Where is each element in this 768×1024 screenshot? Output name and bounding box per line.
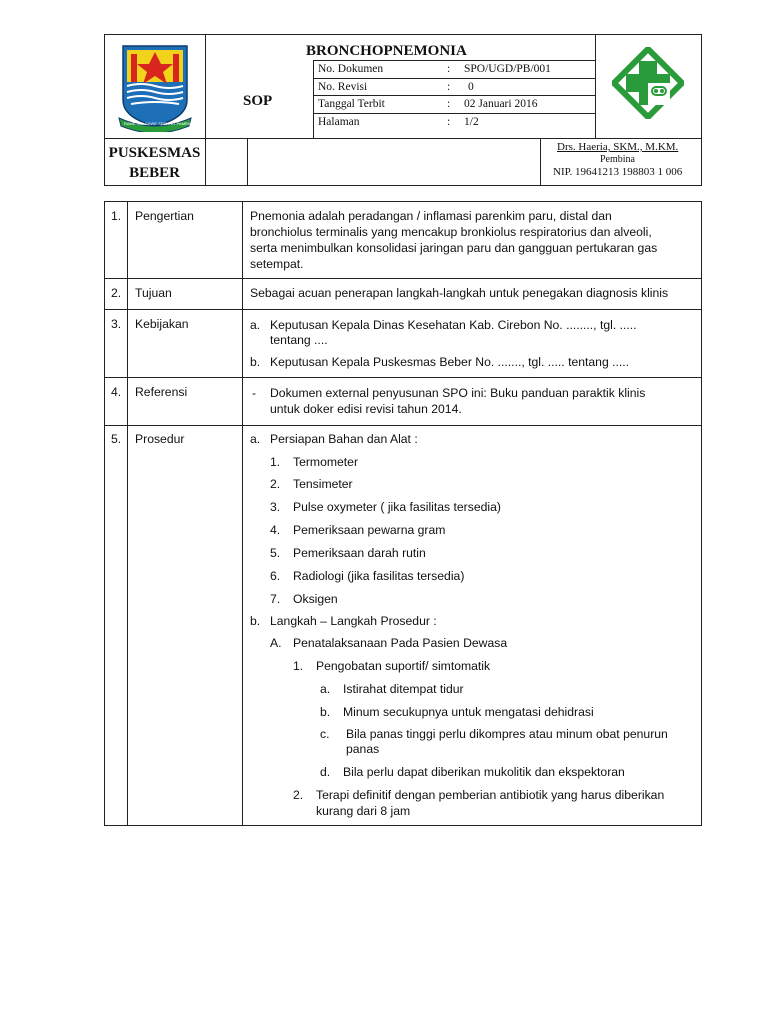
header-divider: [313, 113, 595, 114]
header-divider: [313, 78, 595, 79]
meta-separator: :: [447, 63, 451, 75]
meta-value-page: 1/2: [464, 116, 479, 128]
header-divider: [540, 138, 541, 186]
meta-separator: :: [447, 98, 451, 110]
emblem-banner-text: RAME ING GAWE SEPI ING PAMRIH: [124, 121, 192, 126]
equipment-item: Radiologi (jika fasilitas tersedia): [293, 569, 465, 583]
header-divider: [595, 34, 596, 138]
kebijakan-line: Keputusan Kepala Puskesmas Beber No. ......., tgl. ..... tentang .....: [270, 355, 630, 369]
table-divider: [104, 278, 702, 279]
org-name-line: PUSKESMAS: [108, 145, 201, 161]
list-marker: 4.: [270, 523, 281, 537]
meta-label-revision: No. Revisi: [318, 81, 368, 93]
health-center-logo-icon: [612, 47, 684, 119]
signer-role: Pembina: [600, 154, 635, 165]
header-divider: [313, 95, 595, 96]
header-divider: [205, 34, 206, 186]
org-name-line: BEBER: [129, 165, 180, 181]
list-marker: a.: [250, 318, 261, 332]
list-marker: b.: [320, 705, 331, 719]
list-marker: 1.: [293, 659, 304, 673]
sop-label: SOP: [243, 93, 273, 109]
meta-value-document-no: SPO/UGD/PB/001: [464, 63, 551, 75]
header-divider: [313, 60, 314, 138]
meta-value-revision: 0: [468, 81, 474, 93]
meta-label-page: Halaman: [318, 116, 360, 128]
prosedur-a-title: Persiapan Bahan dan Alat :: [270, 432, 418, 446]
signer-name: Drs. Haeria, SKM., M.KM.: [557, 141, 679, 153]
row-number: 1.: [111, 209, 122, 223]
equipment-item: Oksigen: [293, 592, 338, 606]
prosedur-substep: panas: [346, 742, 380, 756]
prosedur-step-line: kurang dari 8 jam: [316, 804, 411, 818]
prosedur-substep: Bila perlu dapat diberikan mukolitik dan ekspektoran: [343, 765, 625, 779]
meta-value-issue-date: 02 Januari 2016: [464, 98, 538, 110]
prosedur-substep: Bila panas tinggi perlu dikompres atau minum obat penurun: [346, 727, 668, 741]
row-number: 5.: [111, 432, 122, 446]
kebijakan-line: tentang ....: [270, 333, 328, 347]
list-marker: -: [252, 386, 257, 400]
prosedur-step-line: Terapi definitif dengan pemberian antibiotik yang harus diberikan: [316, 788, 665, 802]
header-divider: [313, 60, 595, 61]
list-marker: b.: [250, 614, 261, 628]
pengertian-line: bronchiolus terminalis yang mencakup bronkiolus respiratorius dan alveoli,: [250, 225, 652, 239]
header-divider: [247, 138, 248, 186]
pengertian-line: Pnemonia adalah peradangan / inflamasi parenkim paru, distal dan: [250, 209, 612, 223]
pengertian-line: serta menimbulkan konsolidasi jaringan paru dan gangguan pertukaran gas: [250, 241, 658, 255]
equipment-item: Pemeriksaan darah rutin: [293, 546, 426, 560]
row-label-referensi: Referensi: [135, 385, 188, 399]
list-marker: 7.: [270, 592, 281, 606]
signer-nip: NIP. 19641213 198803 1 006: [553, 166, 683, 178]
table-divider: [242, 201, 243, 826]
meta-separator: :: [447, 81, 451, 93]
equipment-item: Pulse oxymeter ( jika fasilitas tersedia): [293, 500, 501, 514]
row-number: 3.: [111, 317, 122, 331]
row-label-tujuan: Tujuan: [135, 286, 172, 300]
tujuan-text: Sebagai acuan penerapan langkah-langkah untuk penegakan diagnosis klinis: [250, 286, 669, 300]
document-title: BRONCHOPNEMONIA: [306, 43, 467, 59]
pengertian-line: setempat.: [250, 257, 304, 271]
meta-label-issue-date: Tanggal Terbit: [318, 98, 385, 110]
row-number: 2.: [111, 286, 122, 300]
row-label-kebijakan: Kebijakan: [135, 317, 189, 331]
list-marker: 5.: [270, 546, 281, 560]
list-marker: 2.: [270, 477, 281, 491]
row-label-prosedur: Prosedur: [135, 432, 185, 446]
list-marker: a.: [250, 432, 261, 446]
list-marker: 6.: [270, 569, 281, 583]
equipment-item: Pemeriksaan pewarna gram: [293, 523, 446, 537]
equipment-item: Termometer: [293, 455, 359, 469]
list-marker: 2.: [293, 788, 304, 802]
referensi-line: Dokumen external penyusunan SPO ini: Buku panduan paraktik klinis: [270, 386, 646, 400]
prosedur-section-title: Penatalaksanaan Pada Pasien Dewasa: [293, 636, 508, 650]
prosedur-step-title: Pengobatan suportif/ simtomatik: [316, 659, 491, 673]
list-marker: 3.: [270, 500, 281, 514]
table-divider: [104, 309, 702, 310]
kebijakan-line: Keputusan Kepala Dinas Kesehatan Kab. Cirebon No. ........, tgl. .....: [270, 318, 637, 332]
list-marker: a.: [320, 682, 331, 696]
prosedur-substep: Minum secukupnya untuk mengatasi dehidrasi: [343, 705, 594, 719]
prosedur-b-title: Langkah – Langkah Prosedur :: [270, 614, 437, 628]
table-divider: [104, 377, 702, 378]
row-number: 4.: [111, 385, 122, 399]
org-name: [104, 143, 205, 183]
table-divider: [127, 201, 128, 826]
list-marker: b.: [250, 355, 261, 369]
equipment-item: Tensimeter: [293, 477, 353, 491]
list-marker: c.: [320, 727, 330, 741]
header-divider: [104, 138, 702, 139]
list-marker: 1.: [270, 455, 281, 469]
table-divider: [104, 425, 702, 426]
list-marker: A.: [270, 636, 282, 650]
meta-label-document-no: No. Dokumen: [318, 63, 384, 75]
regency-emblem-icon: [117, 42, 193, 132]
list-marker: d.: [320, 765, 331, 779]
prosedur-substep: Istirahat ditempat tidur: [343, 682, 464, 696]
row-label-pengertian: Pengertian: [135, 209, 194, 223]
referensi-line: untuk doker edisi revisi tahun 2014.: [270, 402, 462, 416]
meta-separator: :: [447, 116, 451, 128]
